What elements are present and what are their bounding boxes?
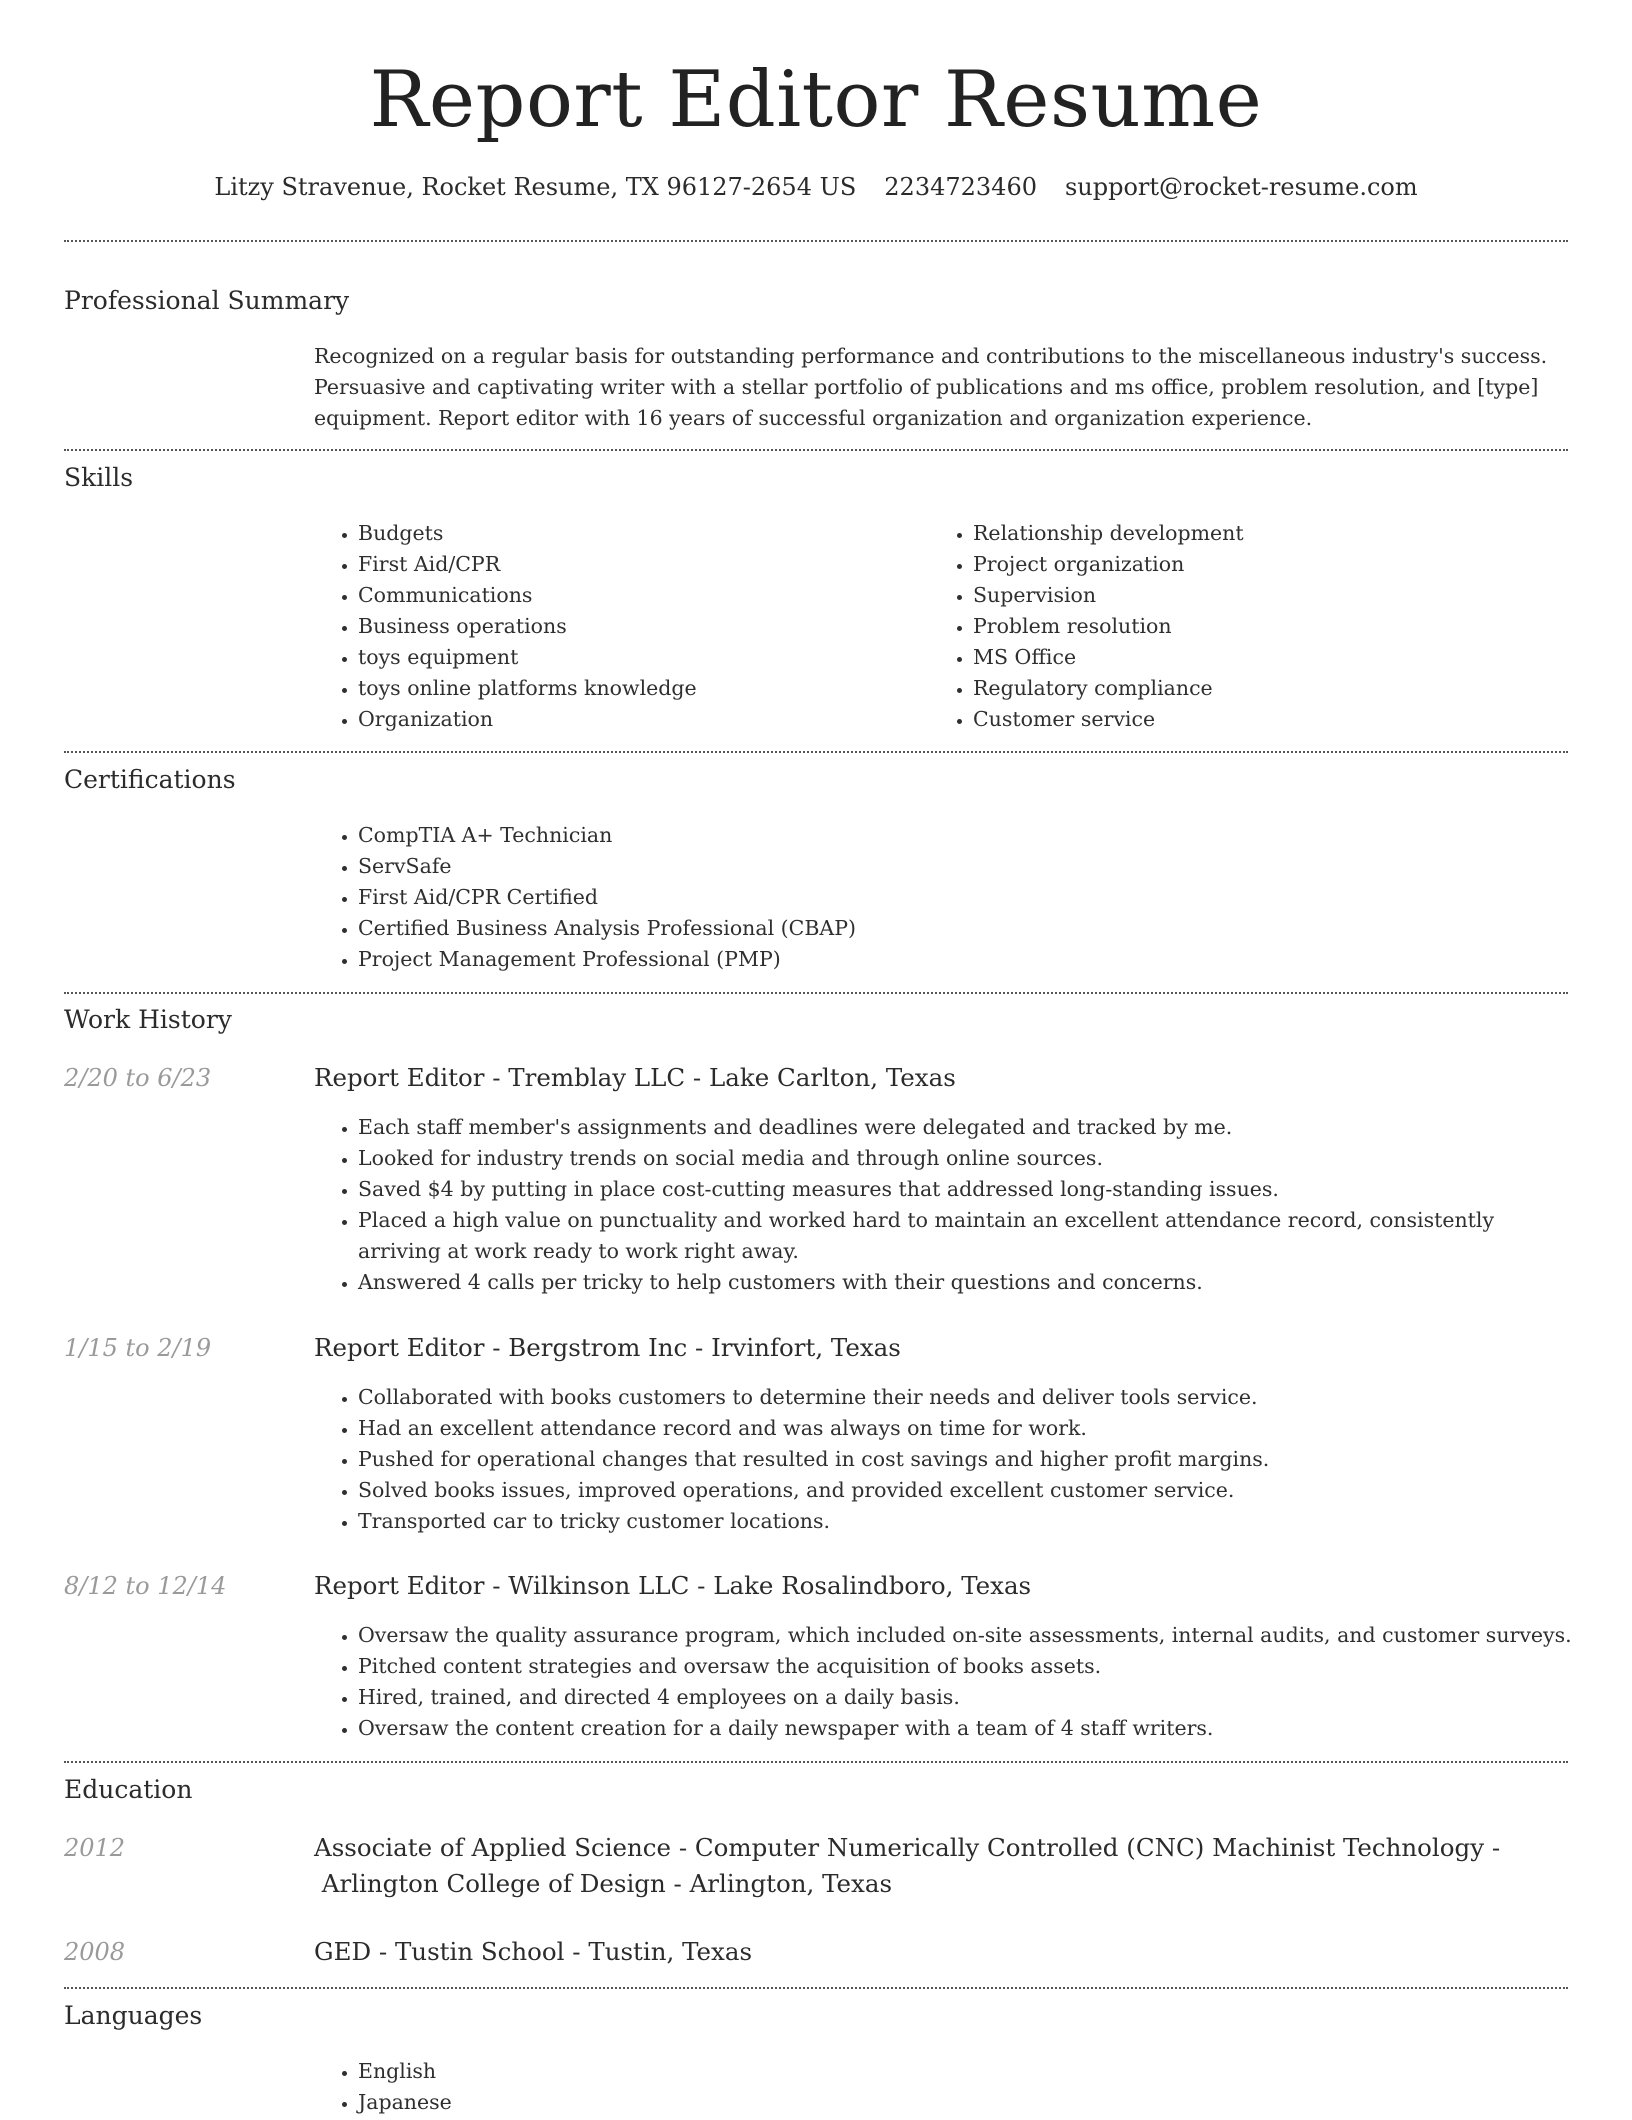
job-bullets <box>314 1112 1568 1298</box>
job-heading: Report Editor - Wilkinson LLC - Lake Rosalindboro, Texas <box>314 1571 1032 1600</box>
list-item: • ServSafe <box>358 851 1558 882</box>
list-item: • toys online platforms knowledge <box>358 673 918 704</box>
section-divider <box>64 751 1568 753</box>
list-item: • Communications <box>358 580 918 611</box>
summary-heading: Professional Summary <box>64 286 350 315</box>
section-divider <box>64 449 1568 451</box>
skills-list-left <box>314 518 918 735</box>
list-item: • Pushed for operational changes that resulted in cost savings and higher profit margins. <box>358 1444 1568 1475</box>
education-line: GED - Tustin School - Tustin, Texas <box>314 1937 753 1966</box>
contact-line <box>0 170 1632 204</box>
list-item: • Budgets <box>358 518 918 549</box>
education-year: 2008 <box>64 1938 126 1966</box>
job-dates: 2/20 to 6/23 <box>64 1064 212 1092</box>
section-divider <box>64 1987 1568 1989</box>
list-item: • Had an excellent attendance record and was always on time for work. <box>358 1413 1568 1444</box>
list-item: • Collaborated with books customers to determine their needs and deliver tools service. <box>358 1382 1568 1413</box>
resume-title: Report Editor Resume <box>369 55 1263 145</box>
contact-phone: 2234723460 <box>884 173 1037 201</box>
job-bullets <box>314 1620 1588 1744</box>
education-entry <box>314 1934 1568 1970</box>
list-item: • Hired, trained, and directed 4 employees on a daily basis. <box>358 1682 1588 1713</box>
list-item: • Solved books issues, improved operations, and provided excellent customer service. <box>358 1475 1568 1506</box>
education-line: Arlington College of Design - Arlington, Texas <box>314 1869 893 1898</box>
section-divider <box>64 992 1568 994</box>
languages-list <box>314 2056 958 2118</box>
list-item: • Transported car to tricky customer locations. <box>358 1506 1568 1537</box>
list-item: • Project organization <box>973 549 1573 580</box>
summary-text: Recognized on a regular basis for outstanding performance and contributions to the miscellaneous industry's success. Persuasive and captivating writer with a stellar portfolio of publications and ms office, problem resolution, and [type] equipment. Report editor with 16 years of successful organization and organization experience. <box>314 344 1548 430</box>
list-item: • Placed a high value on punctuality and worked hard to maintain an excellent attendance record, consistently arriving at work ready to work right away. <box>358 1205 1568 1267</box>
contact-address: Litzy Stravenue, Rocket Resume, TX 96127-2654 US <box>214 173 857 201</box>
skills-heading: Skills <box>64 463 134 492</box>
list-item: • Pitched content strategies and oversaw the acquisition of books assets. <box>358 1651 1588 1682</box>
list-item: • Relationship development <box>973 518 1573 549</box>
job-bullets <box>314 1382 1568 1537</box>
education-heading: Education <box>64 1775 193 1804</box>
list-item: • Each staff member's assignments and deadlines were delegated and tracked by me. <box>358 1112 1568 1143</box>
list-item: • Oversaw the content creation for a daily newspaper with a team of 4 staff writers. <box>358 1713 1588 1744</box>
list-item: • Organization <box>358 704 918 735</box>
certifications-list <box>314 820 1558 975</box>
list-item: • Project Management Professional (PMP) <box>358 944 1558 975</box>
list-item: • Business operations <box>358 611 918 642</box>
section-divider <box>64 1761 1568 1763</box>
job-dates: 8/12 to 12/14 <box>64 1572 227 1600</box>
section-divider <box>64 240 1568 242</box>
list-item: • English <box>358 2056 958 2087</box>
education-entry <box>314 1830 1568 1902</box>
list-item: • MS Office <box>973 642 1573 673</box>
job-dates: 1/15 to 2/19 <box>64 1334 212 1362</box>
list-item: • First Aid/CPR Certified <box>358 882 1558 913</box>
list-item: • Problem resolution <box>973 611 1573 642</box>
job-heading: Report Editor - Bergstrom Inc - Irvinfort, Texas <box>314 1333 901 1362</box>
work-history-heading: Work History <box>64 1005 232 1034</box>
skills-list-right <box>929 518 1573 735</box>
list-item: • Oversaw the quality assurance program, which included on-site assessments, internal audits, and customer surveys. <box>358 1620 1588 1651</box>
list-item: • Customer service <box>973 704 1573 735</box>
list-item: • Supervision <box>973 580 1573 611</box>
list-item: • Regulatory compliance <box>973 673 1573 704</box>
list-item: • toys equipment <box>358 642 918 673</box>
contact-email: support@rocket-resume.com <box>1064 173 1418 201</box>
education-line: Associate of Applied Science - Computer Numerically Controlled (CNC) Machinist Technology - <box>314 1833 1501 1862</box>
list-item: • CompTIA A+ Technician <box>358 820 1558 851</box>
list-item: • Saved $4 by putting in place cost-cutting measures that addressed long-standing issues. <box>358 1174 1568 1205</box>
education-year: 2012 <box>64 1834 126 1862</box>
list-item: • Looked for industry trends on social media and through online sources. <box>358 1143 1568 1174</box>
certifications-heading: Certifications <box>64 765 236 794</box>
list-item: • First Aid/CPR <box>358 549 918 580</box>
list-item: • Certified Business Analysis Professional (CBAP) <box>358 913 1558 944</box>
job-heading: Report Editor - Tremblay LLC - Lake Carlton, Texas <box>314 1063 956 1092</box>
languages-heading: Languages <box>64 2001 203 2030</box>
list-item: • Answered 4 calls per tricky to help customers with their questions and concerns. <box>358 1267 1568 1298</box>
list-item: • Japanese <box>358 2087 958 2118</box>
